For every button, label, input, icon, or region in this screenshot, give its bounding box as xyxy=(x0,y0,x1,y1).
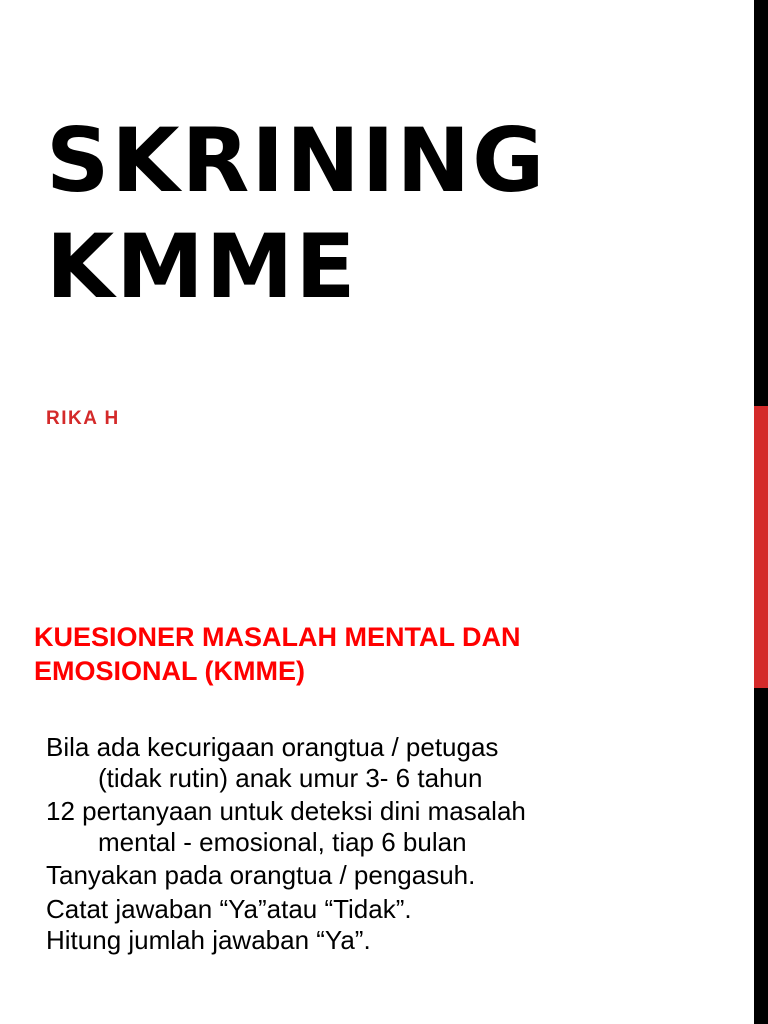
side-accent-bar-black-bottom xyxy=(754,688,768,1024)
list-item xyxy=(46,925,746,956)
body-list xyxy=(46,732,746,956)
author-name: RIKA H xyxy=(46,408,120,429)
list-item-line: Hitung jumlah jawaban “Ya”. xyxy=(46,925,371,955)
list-item-line: Catat jawaban “Ya”atau “Tidak”. xyxy=(46,894,412,924)
section-heading-line-1: KUESIONER MASALAH MENTAL DAN xyxy=(34,622,521,652)
title-line-2: KMME xyxy=(46,215,358,318)
list-item-line: Bila ada kecurigaan orangtua / petugas xyxy=(46,732,499,762)
side-accent-bar-red xyxy=(754,406,768,688)
list-item xyxy=(46,860,746,894)
list-item-line: Tanyakan pada orangtua / pengasuh. xyxy=(46,860,476,890)
side-accent-bar-black-top xyxy=(754,0,768,406)
list-item-continuation: (tidak rutin) anak umur 3- 6 tahun xyxy=(98,763,483,793)
section-heading-line-2: EMOSIONAL (KMME) xyxy=(34,656,305,686)
list-item xyxy=(46,796,746,860)
list-item-continuation: mental - emosional, tiap 6 bulan xyxy=(98,827,467,857)
list-item-line: 12 pertanyaan untuk deteksi dini masalah xyxy=(46,796,526,826)
section-heading xyxy=(34,620,744,688)
slide-title xyxy=(46,108,746,320)
list-item xyxy=(46,732,746,796)
title-line-1: SKRINING xyxy=(46,109,547,212)
list-item xyxy=(46,894,746,925)
